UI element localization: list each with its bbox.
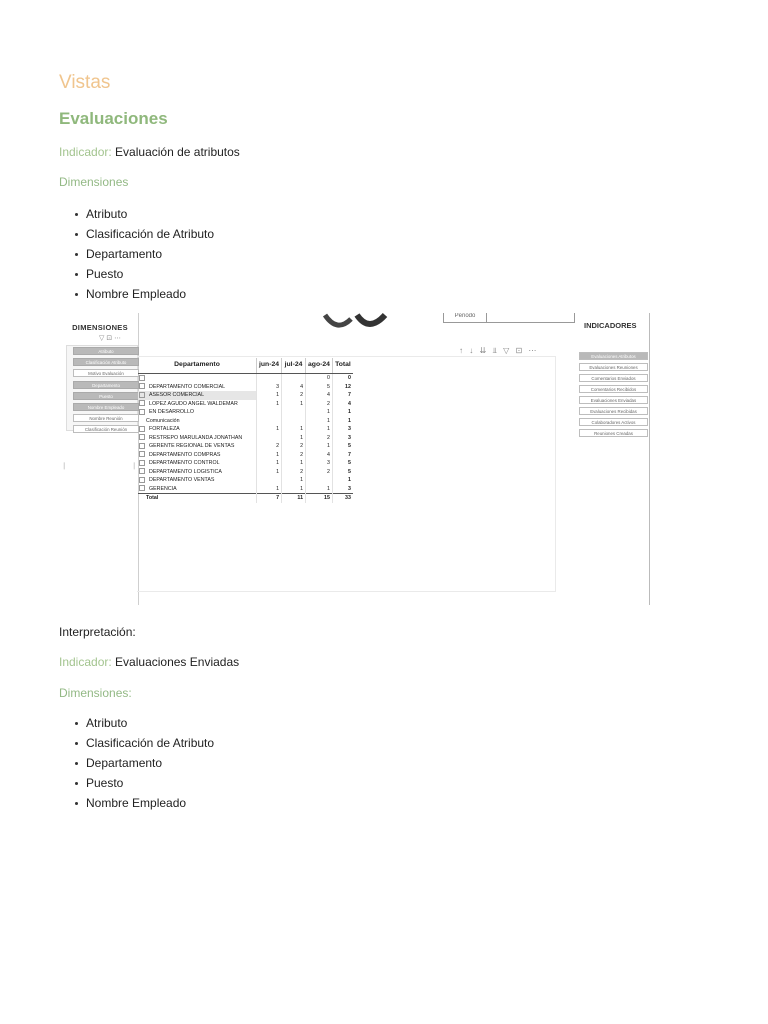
column-header[interactable]: jun-24 xyxy=(257,358,282,374)
total-value-cell: 11 xyxy=(282,494,306,503)
list-item: Clasificación de Atributo xyxy=(86,733,214,753)
total-cell: 7 xyxy=(332,451,353,460)
slicer-button[interactable]: Nombre Empleado xyxy=(73,403,139,411)
slicer-button[interactable]: Clasificación Atributo xyxy=(73,358,139,366)
value-cell: 3 xyxy=(306,459,333,468)
department-label: DEPARTAMENTO LOGISTICA xyxy=(149,468,222,475)
value-cell: 2 xyxy=(306,468,333,477)
total-cell: 5 xyxy=(332,459,353,468)
dimensions-panel xyxy=(61,313,139,605)
department-label: DEPARTAMENTO COMPRAS xyxy=(149,451,221,458)
total-cell: 1 xyxy=(332,476,353,485)
indicator-line-1 xyxy=(59,145,240,159)
value-cell: 2 xyxy=(282,391,306,400)
department-cell xyxy=(138,442,257,451)
expand-icon[interactable] xyxy=(139,383,145,389)
value-cell: 1 xyxy=(257,485,282,494)
list-item: Nombre Empleado xyxy=(86,284,214,304)
matrix-header-row xyxy=(138,358,353,374)
value-cell: 2 xyxy=(282,468,306,477)
total-cell: 3 xyxy=(332,485,353,494)
department-label: DEPARTAMENTO CONTROL xyxy=(149,460,220,466)
total-cell: 0 xyxy=(332,374,353,383)
slicer-button[interactable]: Motivo Evaluación xyxy=(73,369,139,377)
value-cell: 2 xyxy=(306,434,333,443)
dimensions-heading: Dimensiones xyxy=(59,175,129,189)
table-row[interactable] xyxy=(138,476,353,485)
value-cell: 1 xyxy=(306,425,333,434)
slicer-button[interactable]: Nombre Reunión xyxy=(73,414,139,422)
value-cell: 1 xyxy=(282,485,306,494)
value-cell: 1 xyxy=(282,434,306,443)
value-cell: 2 xyxy=(282,451,306,460)
table-row[interactable] xyxy=(138,442,353,451)
table-row[interactable] xyxy=(138,374,353,383)
department-cell xyxy=(138,400,257,409)
value-cell: 3 xyxy=(257,383,282,392)
indicator-label: Indicador: xyxy=(59,145,112,159)
column-header[interactable]: jul-24 xyxy=(282,358,306,374)
department-cell xyxy=(138,417,257,426)
list-item: Atributo xyxy=(86,713,214,733)
total-cell: 5 xyxy=(332,468,353,477)
dimensions-panel-title: DIMENSIONES xyxy=(72,323,128,332)
value-cell: 4 xyxy=(306,391,333,400)
value-cell: 1 xyxy=(282,400,306,409)
slicer-toolbar-icons: ▽ ⊡ ⋯ xyxy=(99,335,122,342)
page-title: Vistas xyxy=(59,72,111,93)
expand-icon[interactable] xyxy=(139,451,145,457)
indicator-button[interactable]: Comentarios Recibidos xyxy=(579,385,648,393)
dimension-slicer xyxy=(66,345,138,431)
list-item: Departamento xyxy=(86,244,214,264)
value-cell xyxy=(257,408,282,417)
expand-icon[interactable] xyxy=(139,434,145,440)
indicator-button[interactable]: Colaboradores Activos xyxy=(579,418,648,426)
value-cell: 5 xyxy=(306,383,333,392)
value-cell: 1 xyxy=(306,485,333,494)
indicators-panel xyxy=(576,313,650,605)
value-cell xyxy=(282,408,306,417)
department-cell xyxy=(138,485,257,494)
expand-icon[interactable] xyxy=(139,485,145,491)
dimension-list-2 xyxy=(59,713,214,813)
indicator-button[interactable]: Evaluaciones Recibidas xyxy=(579,407,648,415)
department-label: GERENCIA xyxy=(149,485,177,492)
value-cell: 1 xyxy=(282,459,306,468)
total-cell: 7 xyxy=(332,391,353,400)
period-filter-edge xyxy=(574,313,575,323)
department-label: LOPEZ AGUDO ANGEL WALDEMAR xyxy=(149,400,238,407)
total-cell: 5 xyxy=(332,442,353,451)
report-screenshot xyxy=(61,313,650,607)
value-cell: 1 xyxy=(257,425,282,434)
value-cell xyxy=(257,374,282,383)
expand-icon[interactable] xyxy=(139,426,145,432)
total-label: Total xyxy=(138,494,257,503)
visual-toolbar[interactable]: ↑ ↓ ⇊ ⫫ ▽ ⊡ ⋯ xyxy=(459,346,539,355)
slicer-button[interactable]: Puesto xyxy=(73,392,139,400)
total-cell: 12 xyxy=(332,383,353,392)
value-cell: 1 xyxy=(306,408,333,417)
total-cell: 1 xyxy=(332,408,353,417)
period-filter-line xyxy=(485,322,575,323)
table-row[interactable] xyxy=(138,451,353,460)
indicator-label: Indicador: xyxy=(59,655,112,669)
department-cell xyxy=(138,374,257,383)
value-cell xyxy=(282,417,306,426)
table-row[interactable] xyxy=(138,391,353,400)
value-cell: 1 xyxy=(282,476,306,485)
department-cell xyxy=(138,425,257,434)
total-value-cell: 15 xyxy=(306,494,333,503)
value-cell: 1 xyxy=(257,391,282,400)
table-row[interactable] xyxy=(138,408,353,417)
department-cell xyxy=(138,391,257,400)
value-cell: 1 xyxy=(257,451,282,460)
slicer-button[interactable]: Departamento xyxy=(73,381,139,389)
value-cell xyxy=(257,476,282,485)
department-cell xyxy=(138,468,257,477)
total-cell: 3 xyxy=(332,434,353,443)
value-cell: 2 xyxy=(257,442,282,451)
column-header[interactable]: Departamento xyxy=(138,358,257,374)
indicator-button[interactable]: Evaluaciones Atributos xyxy=(579,352,648,360)
column-header[interactable]: Total xyxy=(332,358,353,374)
expand-icon[interactable] xyxy=(139,468,145,474)
table-row[interactable] xyxy=(138,485,353,494)
total-row xyxy=(138,494,353,503)
department-label: EN DESARROLLO xyxy=(149,409,195,415)
table-row[interactable] xyxy=(138,468,353,477)
slicer-button[interactable]: Clasificación Reunión xyxy=(73,425,139,433)
dimensions-heading: Dimensiones: xyxy=(59,686,132,700)
period-filter[interactable]: Periodo xyxy=(443,313,487,323)
department-label: GERENTE REGIONAL DE VENTAS xyxy=(149,443,235,449)
table-row[interactable] xyxy=(138,459,353,468)
indicators-panel-title: INDICADORES xyxy=(584,321,637,330)
expand-icon[interactable] xyxy=(139,400,145,406)
table-row[interactable] xyxy=(138,383,353,392)
department-cell xyxy=(138,383,257,392)
list-item: Puesto xyxy=(86,264,214,284)
column-header[interactable]: ago-24 xyxy=(306,358,333,374)
indicator-value: Evaluación de atributos xyxy=(115,145,240,159)
department-label: Comunicación xyxy=(146,417,180,424)
table-row[interactable] xyxy=(138,417,353,426)
value-cell: 1 xyxy=(282,425,306,434)
department-cell xyxy=(138,408,257,417)
department-cell xyxy=(138,476,257,485)
list-item: Atributo xyxy=(86,204,214,224)
slicer-button[interactable]: Atributo xyxy=(73,347,139,355)
list-item: Departamento xyxy=(86,753,214,773)
indicator-button[interactable]: Evaluaciones Enviadas xyxy=(579,396,648,404)
department-matrix xyxy=(138,358,353,503)
expand-icon[interactable] xyxy=(139,443,145,449)
expand-icon[interactable] xyxy=(139,392,145,398)
list-item: Clasificación de Atributo xyxy=(86,224,214,244)
dimension-list-1 xyxy=(59,204,214,304)
department-label: ASESOR COMERCIAL xyxy=(149,392,205,398)
value-cell xyxy=(257,434,282,443)
value-cell xyxy=(257,417,282,426)
indicator-value: Evaluaciones Enviadas xyxy=(115,655,240,669)
table-row[interactable] xyxy=(138,425,353,434)
expand-icon[interactable] xyxy=(139,375,145,381)
department-label: RESTREPO MARULANDA JONATHAN xyxy=(149,434,243,441)
indicator-line-2 xyxy=(59,655,239,669)
total-cell: 3 xyxy=(332,425,353,434)
company-logo-icon xyxy=(323,313,391,329)
expand-icon[interactable] xyxy=(139,409,145,415)
total-value-cell: 33 xyxy=(332,494,353,503)
interpretation-label: Interpretación: xyxy=(59,625,136,639)
value-cell: 2 xyxy=(306,400,333,409)
value-cell: 1 xyxy=(257,459,282,468)
resize-handle-icon: ⎸ xyxy=(134,463,141,470)
value-cell: 4 xyxy=(306,451,333,460)
total-value-cell: 7 xyxy=(257,494,282,503)
value-cell xyxy=(282,374,306,383)
value-cell: 2 xyxy=(282,442,306,451)
value-cell: 1 xyxy=(257,468,282,477)
value-cell: 4 xyxy=(282,383,306,392)
total-cell: 4 xyxy=(332,400,353,409)
department-cell xyxy=(138,459,257,468)
section-title: Evaluaciones xyxy=(59,109,168,128)
department-label: DEPARTAMENTO VENTAS xyxy=(149,477,215,483)
list-item: Puesto xyxy=(86,773,214,793)
department-cell xyxy=(138,434,257,443)
expand-icon[interactable] xyxy=(139,477,145,483)
indicator-button[interactable]: Comentarios Enviados xyxy=(579,374,648,382)
indicator-button[interactable]: Reuniones Creadas xyxy=(579,429,648,437)
expand-icon[interactable] xyxy=(139,460,145,466)
resize-handle-icon: ⎸ xyxy=(64,463,71,470)
value-cell: 0 xyxy=(306,374,333,383)
table-row[interactable] xyxy=(138,400,353,409)
value-cell: 1 xyxy=(306,417,333,426)
value-cell xyxy=(306,476,333,485)
table-row[interactable] xyxy=(138,434,353,443)
value-cell: 1 xyxy=(257,400,282,409)
department-label: DEPARTAMENTO COMERCIAL xyxy=(149,383,226,390)
department-cell xyxy=(138,451,257,460)
total-cell: 1 xyxy=(332,417,353,426)
department-label: FORTALEZA xyxy=(149,426,180,432)
value-cell: 1 xyxy=(306,442,333,451)
indicator-button[interactable]: Evaluaciones Reuniones xyxy=(579,363,648,371)
list-item: Nombre Empleado xyxy=(86,793,214,813)
